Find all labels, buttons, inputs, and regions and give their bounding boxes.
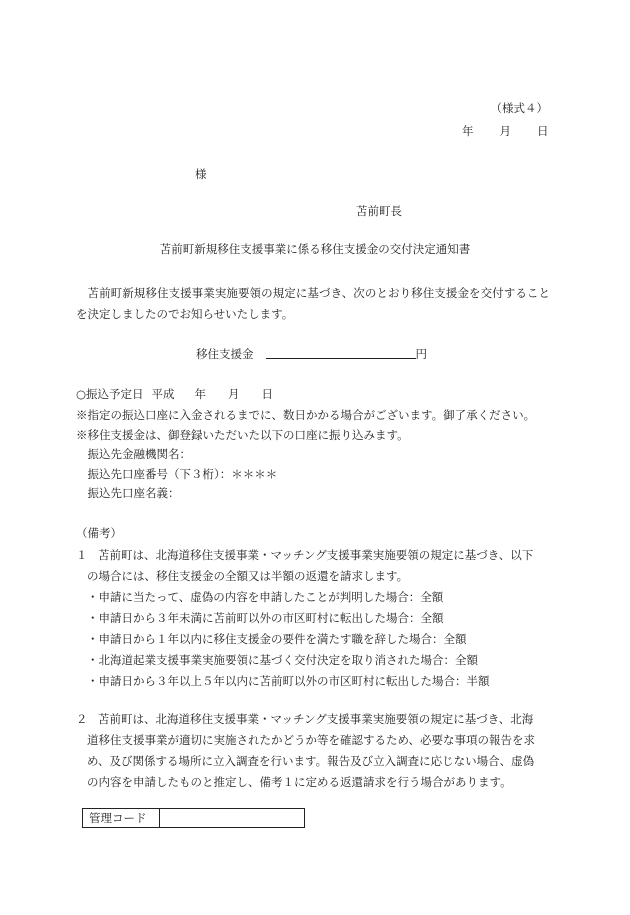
transfer-schedule <box>76 387 273 402</box>
remark-number: ２ <box>76 712 88 726</box>
list-item: ・申請日から３年以上５年以内に苫前町以外の市区町村に転出した場合：半額 <box>87 674 490 688</box>
remark-item-2 <box>76 709 554 793</box>
schedule-year: 年 <box>194 387 207 401</box>
body-paragraph: 苫前町新規移住支援事業実施要領の規定に基づき、次のとおり移住支援金を交付することを決定しましたのでお知らせいたします。 <box>76 286 550 321</box>
account-field-number: 振込先口座番号（下３桁）：＊＊＊＊ <box>87 466 278 481</box>
remarks-heading: （備考） <box>76 526 122 540</box>
remark-text: 道移住支援事業が適切に実施されたかどうか等を確認するため、必要な事項の報告を求 <box>87 733 536 747</box>
list-item: ・北海道起業支援事業実施要領に基づく交付決定を取り消された場合：全額 <box>87 653 478 667</box>
remark-text: 苫前町は、北海道移住支援事業・マッチング支援事業実施要領の規定に基づき、以下 <box>98 548 534 562</box>
date-day: 日 <box>537 124 549 138</box>
addressee: 様 <box>195 167 207 181</box>
management-code-value <box>160 809 305 828</box>
schedule-month: 月 <box>228 387 240 401</box>
management-code-table <box>82 808 305 828</box>
amount-blank <box>266 346 416 359</box>
remark-text: の内容を申請したものと推定し、備考１に定める返還請求を行う場合があります。 <box>87 775 512 789</box>
schedule-day: 日 <box>261 387 274 401</box>
notes-block <box>76 406 535 504</box>
remark-text: 苫前町は、北海道移住支援事業・マッチング支援事業実施要領の規定に基づき、北海 <box>98 712 534 726</box>
schedule-era: 平成 <box>151 387 175 401</box>
list-item: ・申請日から３年未満に苫前町以外の市区町村に転出した場合：全額 <box>87 611 444 625</box>
remark-text: め、及び関係する場所に立入調査を行います。報告及び立入調査に応じない場合、虚偽 <box>87 754 535 768</box>
issuer: 苫前町長 <box>356 204 402 218</box>
note-line: ※指定の振込口座に入金されるまでに、数日かかる場合がございます。御了承ください。 <box>76 408 536 422</box>
amount-row <box>196 346 427 362</box>
remark-item-1 <box>76 545 554 692</box>
form-number: （様式４） <box>490 101 548 115</box>
remark-number: １ <box>76 548 88 562</box>
amount-label: 移住支援金 <box>196 347 254 361</box>
account-field-bank: 振込先金融機関名： <box>87 447 191 461</box>
date-line <box>462 124 549 139</box>
list-item: ・申請に当たって、虚偽の内容を申請したことが判明した場合：全額 <box>87 590 444 604</box>
list-item: ・申請日から１年以内に移住支援金の要件を満たす職を辞した場合：全額 <box>87 632 467 646</box>
schedule-label: ○振込予定日 <box>76 387 144 401</box>
remark-text: の場合には、移住支援金の全額又は半額の返還を請求します。 <box>87 569 409 583</box>
account-field-holder: 振込先口座名義： <box>87 486 180 500</box>
amount-unit: 円 <box>415 347 427 361</box>
remark-bullets <box>76 587 554 692</box>
date-month: 月 <box>499 124 511 138</box>
date-year: 年 <box>462 124 474 138</box>
note-line: ※移住支援金は、御登録いただいた以下の口座に振り込みます。 <box>76 427 409 442</box>
management-code-label: 管理コード <box>83 809 160 828</box>
document-title: 苫前町新規移住支援事業に係る移住支援金の交付決定通知書 <box>159 242 471 256</box>
